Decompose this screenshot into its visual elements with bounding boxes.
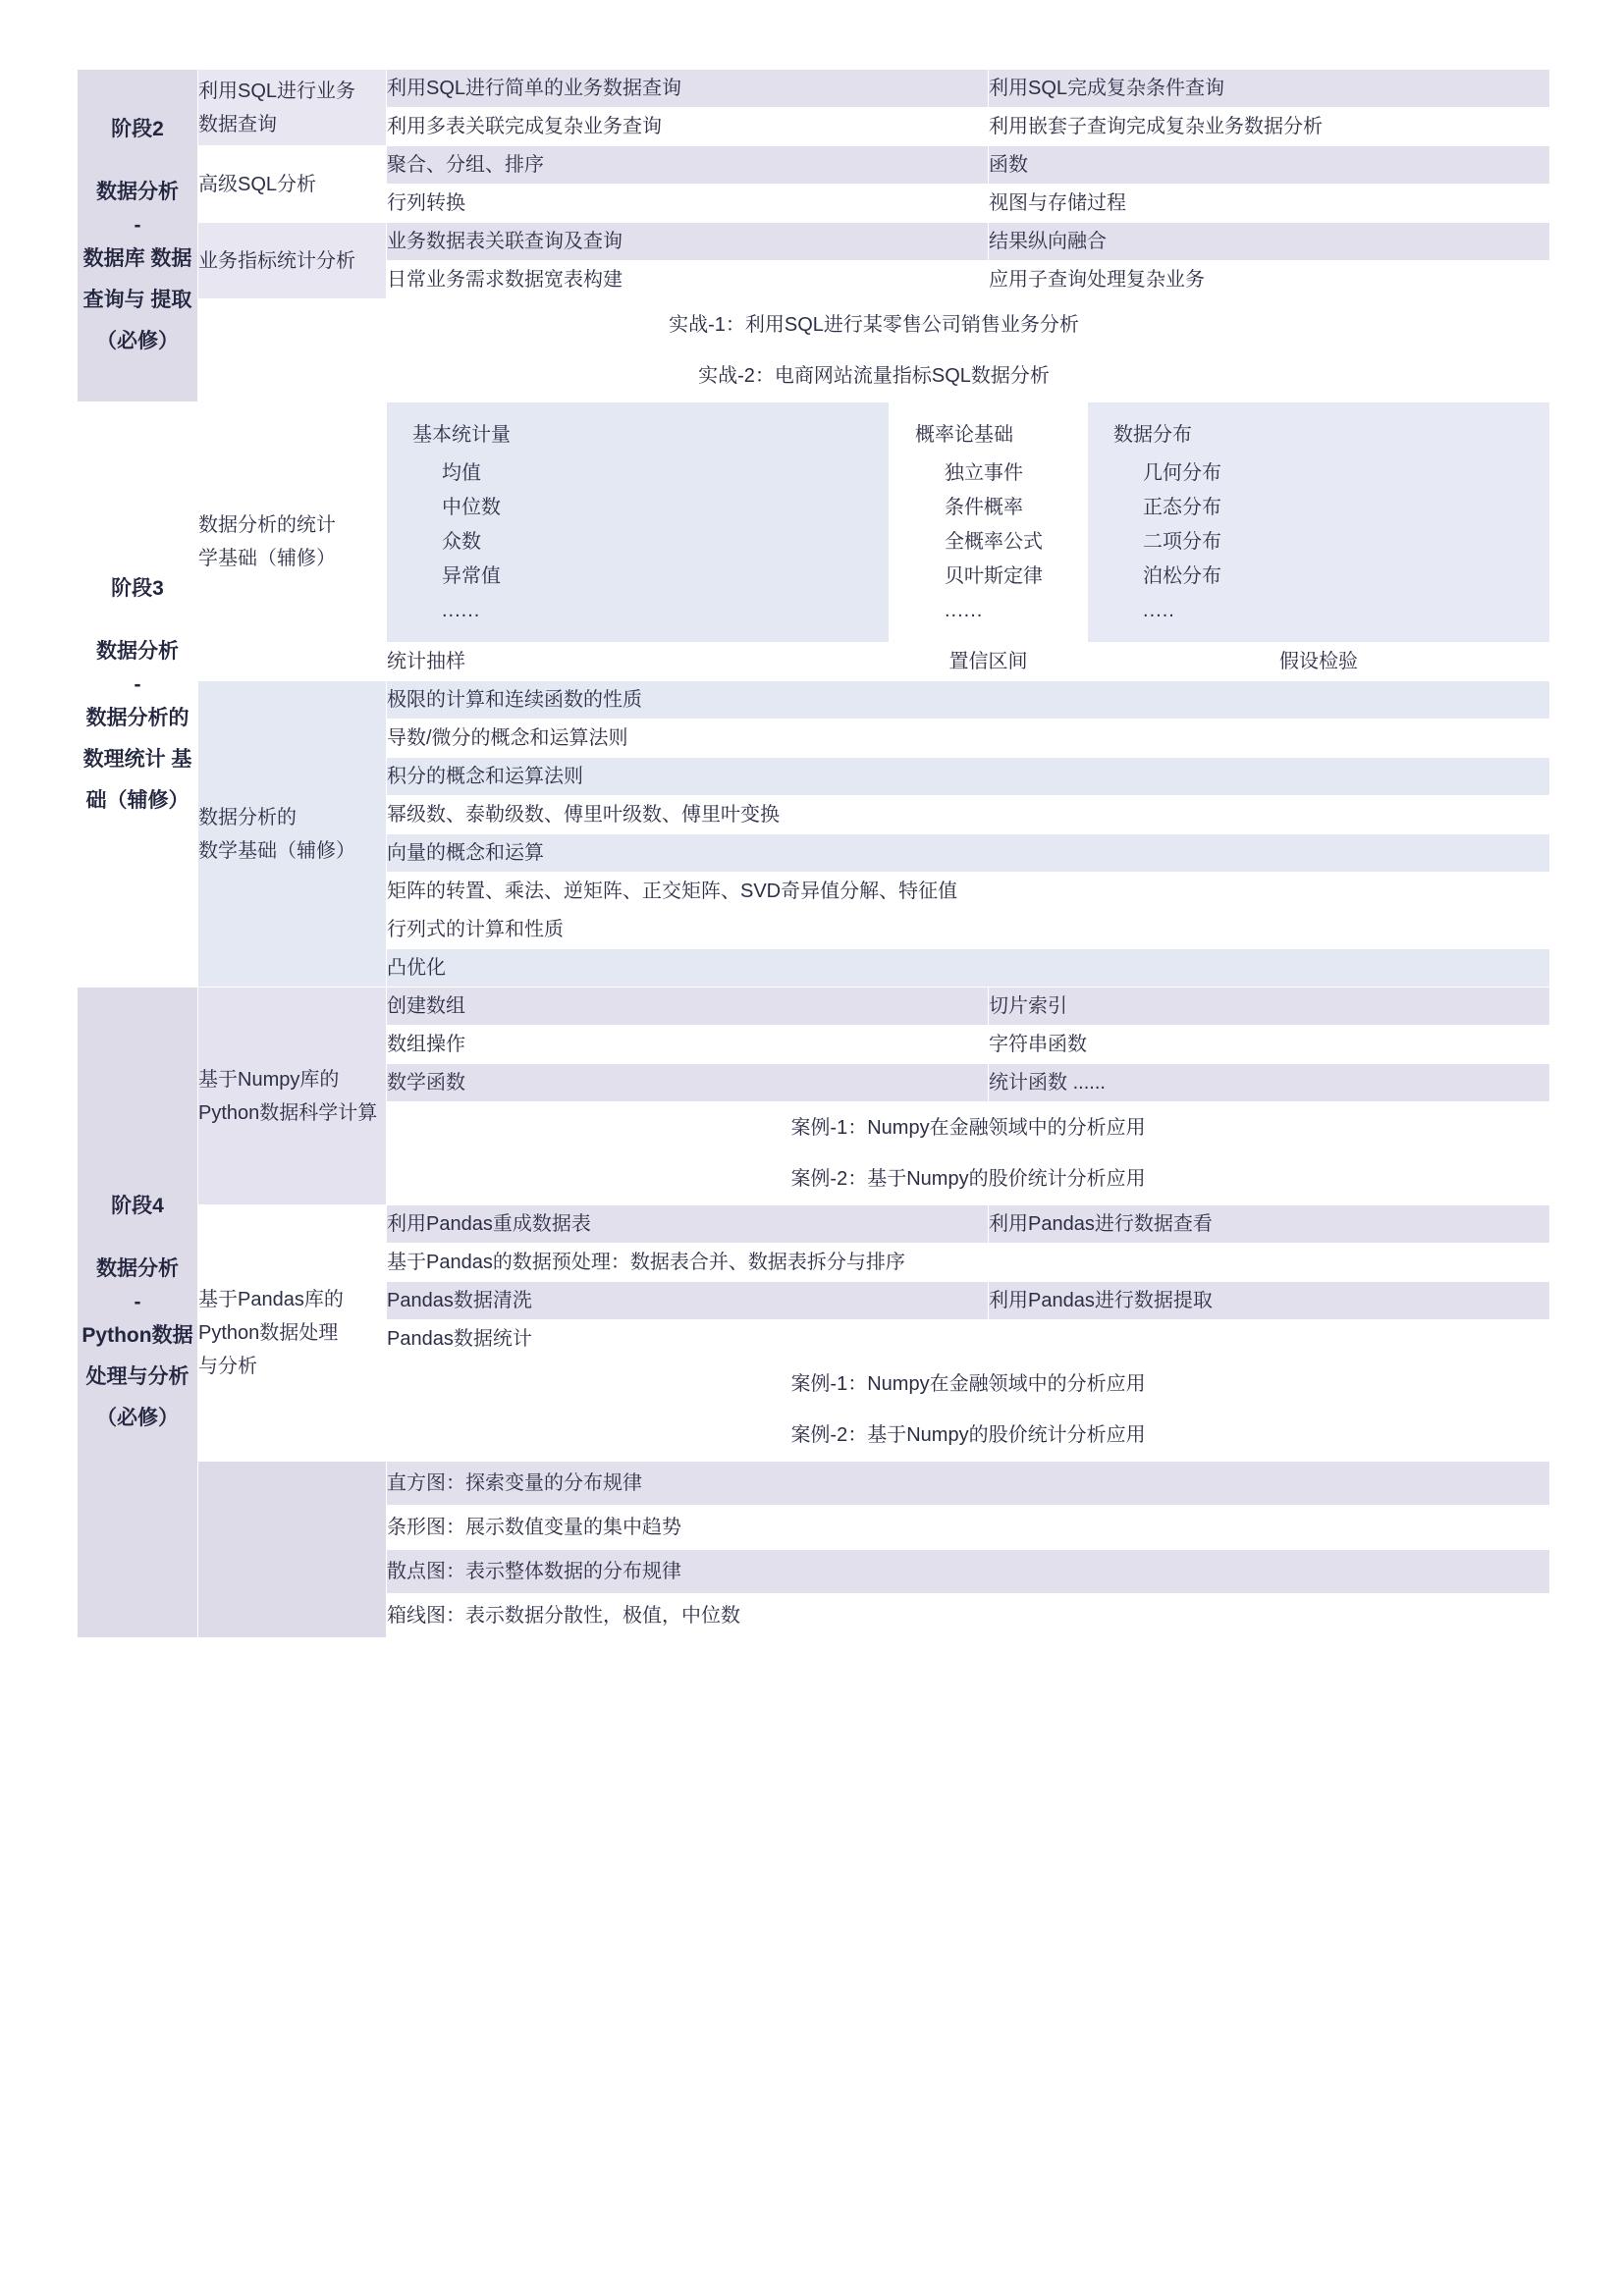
topic-line-1: 数据分析的 <box>198 806 297 828</box>
numpy-item-right: 切片索引 <box>989 988 1550 1026</box>
pandas-item-left: Pandas数据统计 <box>387 1320 989 1359</box>
topic-line-2: 数学基础（辅修） <box>198 839 355 862</box>
stat-item: 泊松分布 <box>1143 565 1222 587</box>
stat-item: 全概率公式 <box>945 531 1043 553</box>
case-item-1: 案例-1：Numpy在金融领域中的分析应用 <box>790 1373 1146 1395</box>
table-row <box>78 988 1550 1026</box>
math-item: 向量的概念和运算 <box>387 834 1550 873</box>
topic-line-2: Python数据处理 <box>198 1322 339 1344</box>
table-row <box>78 146 1550 185</box>
stage2-label-cell <box>78 70 198 402</box>
stage2-topic-advanced-sql <box>198 146 387 223</box>
case-item-1: 案例-1：Numpy在金融领域中的分析应用 <box>790 1117 1146 1139</box>
topic-line-1: 基于Numpy库的 <box>198 1068 340 1091</box>
stage2-item-2-1-right: 应用子查询处理复杂业务 <box>989 261 1550 299</box>
numpy-item-left: 数学函数 <box>387 1064 989 1102</box>
stat-item-ellipsis: ...... <box>945 600 984 621</box>
topic-line-2: Python数据科学计算 <box>198 1101 378 1124</box>
pandas-item-right <box>989 1320 1550 1359</box>
numpy-item-right: 字符串函数 <box>989 1026 1550 1064</box>
stage3-topic-math <box>198 681 387 988</box>
topic-line-1: 基于Pandas库的 <box>198 1289 344 1310</box>
stat-item: 二项分布 <box>1143 531 1222 553</box>
stat-item-ellipsis: ..... <box>1143 600 1175 621</box>
numpy-item-right: 统计函数 ...... <box>989 1064 1550 1102</box>
practice-item-2: 实战-2：电商网站流量指标SQL数据分析 <box>698 365 1050 387</box>
stage3-line2: - <box>134 672 141 696</box>
stage2-number: 阶段2 <box>111 118 164 140</box>
stage2-item-1-0-right: 函数 <box>989 146 1550 185</box>
stage2-line1: 数据分析 <box>96 181 179 203</box>
stage4-number: 阶段4 <box>111 1195 164 1217</box>
pandas-item-full: 基于Pandas的数据预处理：数据表合并、数据表拆分与排序 <box>387 1244 1550 1282</box>
stage4-label-cell <box>78 988 198 1638</box>
table-row <box>78 223 1550 261</box>
math-item: 行列式的计算和性质 <box>387 911 1550 949</box>
stage2-line5: 提取（必修） <box>96 289 192 352</box>
math-item: 矩阵的转置、乘法、逆矩阵、正交矩阵、SVD奇异值分解、特征值 <box>387 873 1550 911</box>
math-item: 幂级数、泰勒级数、傅里叶级数、傅里叶变换 <box>387 796 1550 834</box>
stat-column-head: 基本统计量 <box>412 424 511 446</box>
stat-item-list <box>890 456 1087 642</box>
stat-item-list <box>1088 456 1549 642</box>
stage4-line4: 处理与分析 <box>85 1365 189 1388</box>
stat-column-head: 数据分布 <box>1113 424 1193 446</box>
stat-footer-hypothesis: 假设检验 <box>1088 643 1550 681</box>
stage4-line2: - <box>134 1291 141 1313</box>
stage2-topic-sql-query <box>198 70 387 146</box>
case-item-2: 案例-2：基于Numpy的股价统计分析应用 <box>790 1168 1146 1190</box>
stat-footer-confidence: 置信区间 <box>890 643 1088 681</box>
pandas-item-left: Pandas数据清洗 <box>387 1282 989 1320</box>
stage2-line3: 数据库 <box>82 247 145 270</box>
practice-item-1: 实战-1：利用SQL进行某零售公司销售业务分析 <box>669 314 1079 336</box>
viz-item: 直方图：探索变量的分布规律 <box>387 1462 1550 1506</box>
stat-item-list <box>387 456 889 642</box>
table-row <box>78 1462 1550 1506</box>
stage2-item-0-0-left: 利用SQL进行简单的业务数据查询 <box>387 70 989 108</box>
pandas-item-right: 利用Pandas进行数据查看 <box>989 1205 1550 1244</box>
math-item: 导数/微分的概念和运算法则 <box>387 720 1550 758</box>
stage2-item-1-1-left: 行列转换 <box>387 185 989 223</box>
case-item-2: 案例-2：基于Numpy的股价统计分析应用 <box>790 1424 1146 1446</box>
stage2-item-0-1-left: 利用多表关联完成复杂业务查询 <box>387 108 989 146</box>
stage2-item-0-1-right: 利用嵌套子查询完成复杂业务数据分析 <box>989 108 1550 146</box>
stage2-item-2-1-left: 日常业务需求数据宽表构建 <box>387 261 989 299</box>
stat-item: 独立事件 <box>945 462 1023 484</box>
topic-line-2: 学基础（辅修） <box>198 547 336 569</box>
stage4-line3: Python数据 <box>81 1324 193 1347</box>
stage3-line3: 数据分析的 <box>85 706 189 729</box>
stat-item: 异常值 <box>442 565 501 587</box>
stat-item: 条件概率 <box>945 497 1023 518</box>
numpy-cases-cell <box>387 1102 1550 1205</box>
stat-item-ellipsis: ...... <box>442 600 481 621</box>
stat-item: 均值 <box>442 462 481 484</box>
stat-item: 中位数 <box>442 497 501 518</box>
topic-line-1: 数据分析的统计 <box>198 513 336 536</box>
stat-item: 众数 <box>442 531 481 553</box>
numpy-item-left: 数组操作 <box>387 1026 989 1064</box>
stage3-number: 阶段3 <box>111 576 164 600</box>
table-row <box>78 681 1550 720</box>
stat-item: 贝叶斯定律 <box>945 565 1043 587</box>
stage2-item-0-0-right: 利用SQL完成复杂条件查询 <box>989 70 1550 108</box>
math-item: 积分的概念和运算法则 <box>387 758 1550 796</box>
stage2-item-1-1-right: 视图与存储过程 <box>989 185 1550 223</box>
numpy-item-left: 创建数组 <box>387 988 989 1026</box>
pandas-item-right: 利用Pandas进行数据提取 <box>989 1282 1550 1320</box>
curriculum-table <box>77 69 1550 1638</box>
stat-footer-sampling: 统计抽样 <box>387 643 890 681</box>
math-item: 极限的计算和连续函数的性质 <box>387 681 1550 720</box>
stage4-topic-pandas <box>198 1205 387 1462</box>
topic-line-3: 与分析 <box>198 1356 257 1377</box>
pandas-cases-cell <box>387 1359 1550 1462</box>
table-row <box>78 70 1550 108</box>
stat-item: 几何分布 <box>1143 462 1222 484</box>
stage3-label-cell <box>78 402 198 988</box>
stage2-item-2-0-right: 结果纵向融合 <box>989 223 1550 261</box>
stat-item: 正态分布 <box>1143 497 1222 518</box>
stage3-topic-statistics <box>198 402 387 681</box>
topic-line-1: 业务指标统计分析 <box>198 249 355 272</box>
stage2-line2: - <box>134 214 141 237</box>
stage2-line4: 数据查询与 <box>82 247 192 311</box>
topic-line-1: 利用SQL进行业务 <box>198 80 356 102</box>
table-row <box>78 1205 1550 1244</box>
stat-column-probability <box>890 402 1088 643</box>
viz-item: 条形图：展示数值变量的集中趋势 <box>387 1506 1550 1550</box>
table-row <box>78 299 1550 402</box>
stat-column-distribution <box>1088 402 1550 643</box>
stage4-topic-numpy <box>198 988 387 1205</box>
stage4-line1: 数据分析 <box>96 1257 179 1280</box>
pandas-item-left: 利用Pandas重成数据表 <box>387 1205 989 1244</box>
math-item: 凸优化 <box>387 949 1550 988</box>
stage2-topic-business-metrics <box>198 223 387 299</box>
stat-column-head: 概率论基础 <box>915 424 1013 446</box>
viz-item: 箱线图：表示数据分散性，极值，中位数 <box>387 1594 1550 1638</box>
viz-item: 散点图：表示整体数据的分布规律 <box>387 1550 1550 1594</box>
table-row <box>78 402 1550 643</box>
stage4-visualization-topic-cell <box>198 1462 387 1638</box>
stage3-line1: 数据分析 <box>96 639 179 663</box>
stat-column-basic <box>387 402 890 643</box>
topic-line-1: 高级SQL分析 <box>198 173 317 195</box>
stage3-line4: 数理统计 <box>82 747 166 771</box>
stage4-line5: （必修） <box>96 1407 179 1429</box>
stage2-item-1-0-left: 聚合、分组、排序 <box>387 146 989 185</box>
stage3-line5: 基础（辅修） <box>85 747 192 812</box>
stage2-item-2-0-left: 业务数据表关联查询及查询 <box>387 223 989 261</box>
stage2-practice-cell <box>198 299 1550 402</box>
topic-line-2: 数据查询 <box>198 113 277 135</box>
